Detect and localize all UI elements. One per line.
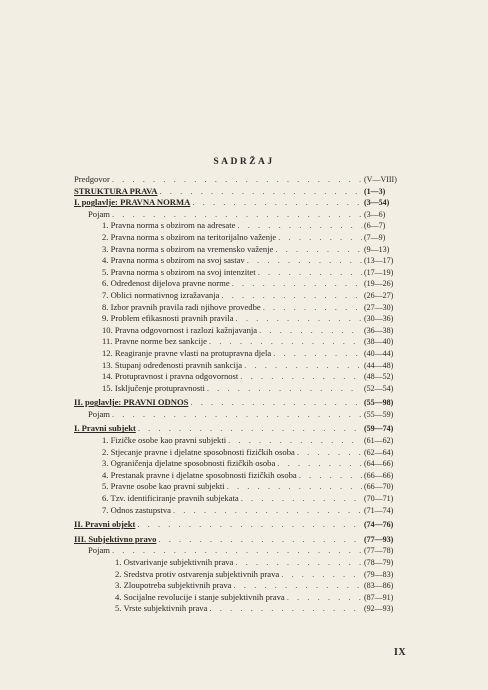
dot-leader — [275, 244, 362, 256]
dot-leader — [299, 470, 362, 482]
toc-entry — [74, 197, 424, 209]
dot-leader — [233, 580, 362, 592]
toc-entry — [74, 232, 424, 244]
toc-entry-label: 6. Tzv. identificiranje pravnih subjekata — [102, 493, 239, 504]
toc-entry-pages: (9—13) — [364, 244, 390, 254]
toc-entry — [74, 580, 424, 592]
toc-entry — [74, 435, 424, 447]
dot-leader — [112, 545, 362, 557]
toc-entry-pages: (17—19) — [364, 267, 394, 277]
toc-entry — [74, 186, 424, 198]
toc-entry-pages: (61—62) — [364, 436, 394, 446]
toc-entry — [74, 209, 424, 221]
dot-leader — [209, 603, 362, 615]
toc-entry-pages: (77—78) — [364, 546, 394, 556]
toc-entry-label: 5. Pravna norma s obzirom na svoj intenzitet — [102, 266, 256, 277]
toc-entry — [74, 348, 424, 360]
toc-entry-pages: (71—74) — [364, 505, 394, 515]
toc-entry — [74, 493, 424, 505]
toc-entry-pages: (40—44) — [364, 348, 394, 358]
dot-leader — [209, 336, 362, 348]
toc-entry-pages: (77—93) — [364, 534, 394, 544]
toc-entry — [74, 313, 424, 325]
toc-entry — [74, 545, 424, 557]
toc-entry-label: Pojam — [88, 408, 110, 419]
toc-entry-label: 3. Pravna norma s obzirom na vremensko važenje — [102, 243, 274, 254]
dot-leader — [277, 458, 362, 470]
toc-entry-label: Pojam — [88, 545, 110, 556]
toc-entry-label: I. Pravni subjekt — [74, 423, 136, 434]
toc-entry — [74, 603, 424, 615]
toc-entry — [74, 423, 424, 435]
dot-leader — [263, 302, 362, 314]
toc-entry-pages: (87—91) — [364, 592, 394, 602]
toc-entry-label: I. poglavlje: PRAVNA NORMA — [74, 197, 191, 208]
toc-entry — [74, 220, 424, 232]
dot-leader — [232, 278, 362, 290]
toc-entry-pages: (66—66) — [364, 470, 394, 480]
toc-entry-pages: (78—79) — [364, 558, 394, 567]
dot-leader — [241, 493, 362, 505]
toc-entry-label: 8. Izbor pravnih pravila radi njihove provedbe — [102, 301, 261, 312]
dot-leader — [160, 186, 363, 198]
toc-entry — [74, 336, 424, 348]
dot-leader — [237, 220, 362, 232]
dot-leader — [281, 569, 362, 581]
toc-entry-label: 12. Reagiranje pravne vlasti na protupravna djela — [102, 347, 272, 358]
toc-entry-label: III. Subjektivno pravo — [74, 533, 157, 544]
toc-entry — [74, 174, 424, 186]
toc-entry-label: 4. Prestanak pravne i djelatne sposobnosti fizičkih osoba — [102, 469, 297, 480]
toc-entry-pages: (3—54) — [364, 198, 390, 208]
toc-entry — [74, 481, 424, 493]
toc-entry — [74, 592, 424, 604]
toc-entry-label: 9. Problem efikasnosti pravnih pravila — [102, 313, 234, 324]
toc-entry-pages: (3—6) — [364, 209, 386, 219]
toc-entry — [74, 290, 424, 302]
toc-entry — [74, 278, 424, 290]
toc-entry-label: 5. Pravne osobe kao pravni subjekti — [102, 481, 225, 492]
table-of-contents — [74, 174, 424, 615]
dot-leader — [190, 397, 362, 409]
toc-entry — [74, 325, 424, 337]
toc-entry-label: STRUKTURA PRAVA — [74, 185, 158, 196]
toc-entry-label: 15. Isključenje protupravnosti — [102, 382, 205, 393]
toc-entry-label: 14. Protupravnost i pravna odgovornost — [102, 371, 239, 382]
toc-entry-label: Pojam — [88, 208, 110, 219]
dot-leader — [244, 360, 362, 372]
toc-entry — [74, 397, 424, 409]
dot-leader — [173, 505, 362, 517]
toc-entry-label: 1. Ostvarivanje subjektivnih prava — [115, 557, 234, 567]
toc-entry-label: 13. Stupanj određenosti pravnih sankcija — [102, 359, 243, 370]
dot-leader — [228, 435, 362, 447]
dot-leader — [192, 197, 362, 209]
toc-entry — [74, 470, 424, 482]
page-number: IX — [394, 647, 407, 658]
dot-leader — [247, 255, 362, 267]
toc-entry-pages: (52—54) — [364, 383, 394, 393]
toc-entry-pages: (48—52) — [364, 372, 394, 382]
dot-leader — [273, 348, 362, 360]
dot-leader — [258, 267, 362, 279]
toc-entry — [74, 267, 424, 279]
toc-entry-pages: (7—9) — [364, 232, 386, 242]
toc-entry — [74, 302, 424, 314]
toc-entry-pages: (83—86) — [364, 581, 394, 591]
toc-entry — [74, 255, 424, 267]
toc-entry-pages: (V—VIII) — [364, 175, 397, 184]
toc-entry-pages: (36—38) — [364, 325, 394, 335]
toc-entry-label: 3. Ograničenja djelatne sposobnosti fizičkih osoba — [102, 458, 276, 469]
toc-entry — [74, 534, 424, 546]
toc-entry-label: 11. Pravne norme bez sankcije — [102, 336, 207, 347]
toc-entry-label: 1. Fizičke osobe kao pravni subjekti — [102, 435, 227, 446]
dot-leader — [221, 290, 362, 302]
toc-entry — [74, 383, 424, 395]
toc-entry-label: 3. Zloupotreba subjektivnih prava — [115, 580, 232, 591]
dot-leader — [240, 371, 362, 383]
toc-entry-pages: (55—59) — [364, 409, 394, 419]
toc-entry-pages: (6—7) — [364, 221, 386, 231]
toc-entry-pages: (26—27) — [364, 290, 394, 300]
dot-leader — [158, 534, 362, 546]
dot-leader — [235, 557, 362, 569]
toc-entry-pages: (30—36) — [364, 314, 394, 324]
toc-entry-label: 7. Odnos zastupstva — [102, 504, 171, 515]
toc-entry-pages: (59—74) — [364, 424, 394, 434]
toc-entry-label: 10. Pravna odgovornost i razlozi kažnjavanja — [102, 324, 258, 335]
toc-entry — [74, 371, 424, 383]
toc-entry-pages: (92—93) — [364, 604, 394, 614]
toc-entry — [74, 360, 424, 372]
toc-entry-pages: (55—98) — [364, 398, 394, 408]
toc-entry-pages: (70—71) — [364, 494, 394, 504]
toc-entry-pages: (44—48) — [364, 360, 394, 370]
toc-entry-label: II. Pravni objekt — [74, 519, 136, 530]
toc-entry-pages: (27—30) — [364, 302, 394, 312]
toc-entry-label: Predgovor — [74, 174, 110, 184]
toc-entry-label: 7. Oblici normativnog izražavanja — [102, 289, 220, 300]
toc-entry — [74, 557, 424, 569]
toc-entry-pages: (64—66) — [364, 459, 394, 469]
toc-entry-pages: (66—70) — [364, 482, 394, 492]
toc-entry-label: 6. Određenost dijelova pravne norme — [102, 278, 230, 289]
toc-entry — [74, 447, 424, 459]
toc-entry-pages: (74—76) — [364, 520, 394, 530]
dot-leader — [236, 313, 362, 325]
dot-leader — [137, 519, 362, 531]
dot-leader — [138, 423, 362, 435]
toc-entry-pages: (13—17) — [364, 256, 394, 266]
toc-entry-label: 2. Sredstva protiv ostvarenja subjektivnih prava — [115, 568, 280, 579]
dot-leader — [112, 209, 362, 221]
toc-entry — [74, 519, 424, 531]
toc-entry-label: 4. Socijalne revolucije i stanje subjektivnih prava — [115, 591, 285, 602]
toc-entry — [74, 458, 424, 470]
toc-entry-label: II. poglavlje: PRAVNI ODNOS — [74, 397, 189, 408]
dot-leader — [112, 174, 362, 186]
dot-leader — [287, 592, 362, 604]
toc-entry — [74, 505, 424, 517]
dot-leader — [227, 481, 362, 493]
toc-entry — [74, 409, 424, 421]
toc-entry — [74, 244, 424, 256]
toc-entry — [74, 569, 424, 581]
toc-entry-pages: (19—26) — [364, 279, 394, 289]
toc-entry-label: 4. Pravna norma s obzirom na svoj sastav — [102, 255, 245, 266]
toc-entry-pages: (62—64) — [364, 447, 394, 457]
toc-entry-pages: (79—83) — [364, 569, 394, 579]
toc-entry-label: 1. Pravna norma s obzirom na adresate — [102, 220, 236, 231]
toc-entry-label: 2. Stjecanje pravne i djelatne sposobnosti fizičkih osoba — [102, 446, 295, 457]
dot-leader — [207, 383, 362, 395]
toc-entry-pages: (1—3) — [364, 186, 386, 196]
toc-entry-label: 2. Pravna norma s obzirom na teritorijalno važenje — [102, 231, 277, 242]
dot-leader — [112, 409, 362, 421]
toc-entry-pages: (38—40) — [364, 337, 394, 347]
page-title: SADRŽAJ — [213, 157, 275, 167]
dot-leader — [278, 232, 362, 244]
toc-entry-label: 5. Vrste subjektivnih prava — [115, 603, 208, 614]
dot-leader — [259, 325, 362, 337]
dot-leader — [297, 447, 362, 459]
